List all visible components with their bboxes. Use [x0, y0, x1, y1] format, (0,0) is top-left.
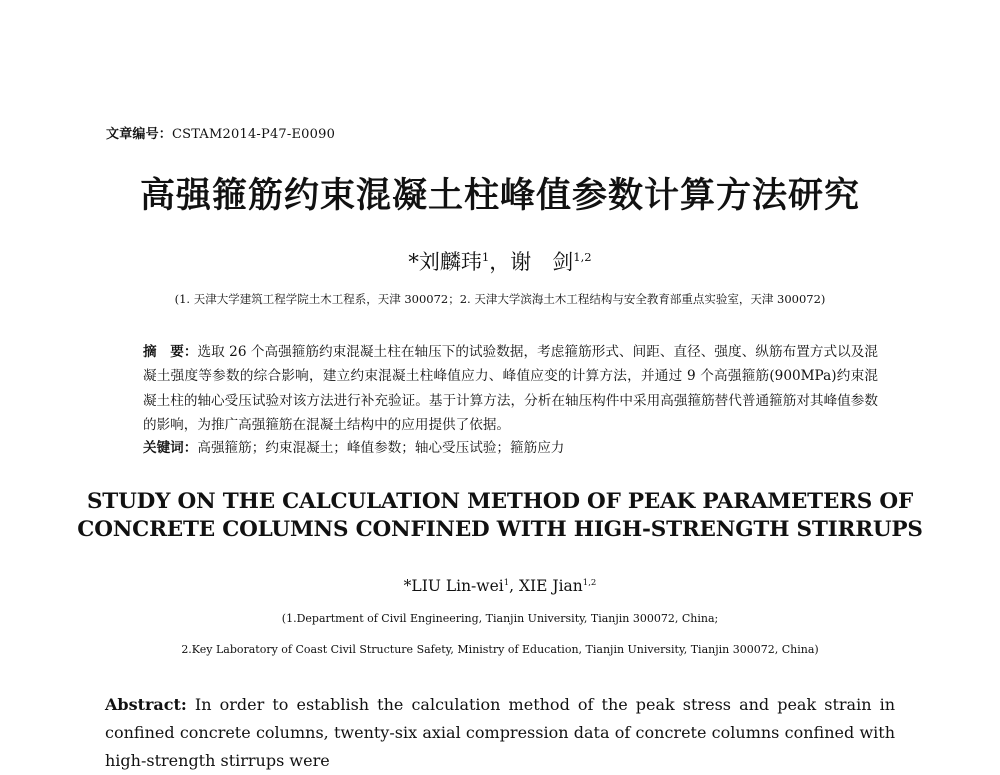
english-abstract-text: In order to establish the calculation method of the peak stress and peak strain in confined concrete columns, twenty-six axial compression data of concrete columns confined with high-strength stirrups were — [105, 695, 895, 770]
author-1-cn: *刘麟玮 — [408, 250, 482, 274]
article-number — [106, 123, 335, 142]
english-affiliation-line-2: 2.Key Laboratory of Coast Civil Structure Safety, Ministry of Education, Tianjin University, Tianjin 300072, China) — [181, 643, 819, 656]
english-authors — [0, 577, 1000, 595]
chinese-title: 高强箍筋约束混凝土柱峰值参数计算方法研究 — [139, 176, 860, 216]
chinese-keywords-text: 高强箍筋；约束混凝土；峰值参数；轴心受压试验；箍筋应力 — [197, 440, 565, 456]
english-affiliation-line-1: (1.Department of Civil Engineering, Tianjin University, Tianjin 300072, China; — [281, 612, 719, 625]
chinese-keywords — [143, 436, 878, 460]
author-2-cn-affil-ref: 1,2 — [573, 250, 592, 264]
author-2-en: XIE Jian — [518, 577, 583, 595]
author-separator-en: , — [509, 577, 519, 595]
author-2-cn: 谢 剑 — [510, 250, 574, 274]
english-abstract — [105, 691, 895, 775]
chinese-affiliation: (1. 天津大学建筑工程学院土木工程系，天津 300072；2. 天津大学滨海土木工程结构与安全教育部重点实验室，天津 300072) — [174, 292, 826, 306]
author-1-cn-affil-ref: 1 — [481, 250, 490, 264]
author-2-en-affil-ref: 1,2 — [582, 577, 597, 588]
article-number-label: 文章编号： — [106, 127, 173, 142]
english-abstract-label: Abstract: — [105, 695, 187, 714]
chinese-authors — [0, 246, 1000, 276]
english-title-line-2: CONCRETE COLUMNS CONFINED WITH HIGH-STRENGTH STIRRUPS — [77, 517, 923, 542]
chinese-keywords-label: 关键词： — [143, 440, 198, 456]
article-number-value: CSTAM2014-P47-E0090 — [172, 127, 336, 142]
author-1-en: *LIU Lin-wei — [403, 577, 504, 595]
author-1-en-affil-ref: 1 — [503, 577, 510, 588]
author-separator-cn: ， — [489, 250, 511, 274]
english-title-line-1: STUDY ON THE CALCULATION METHOD OF PEAK PARAMETERS OF — [86, 489, 914, 514]
chinese-abstract — [143, 340, 878, 437]
chinese-abstract-text: 选取 26 个高强箍筋约束混凝土柱在轴压下的试验数据，考虑箍筋形式、间距、直径、强度、纵筋布置方式以及混凝土强度等参数的综合影响，建立约束混凝土柱峰值应力、峰值应变的计算方法，并通过 9 个高强箍筋(900MPa)约束混凝土柱的轴心受压试验对该方法进行补充验证。基于计算方法，分析在轴压构件中采用高强箍筋替代普通箍筋对其峰值参数的影响，为推广高强箍筋在混凝土结构中的应用提供了依据。 — [143, 344, 879, 433]
english-title — [0, 488, 1000, 544]
chinese-abstract-label: 摘 要： — [143, 344, 198, 360]
